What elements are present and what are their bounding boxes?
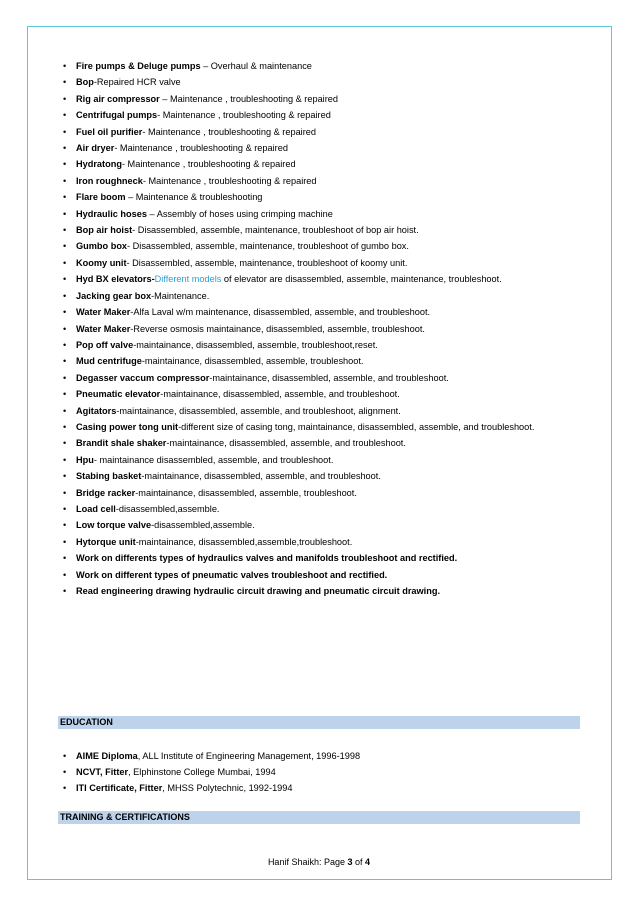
list-item (62, 255, 582, 271)
item-title: Centrifugal pumps (76, 110, 158, 121)
list-item (62, 206, 582, 222)
list-item (62, 567, 582, 583)
list-item (62, 435, 582, 451)
list-item (62, 173, 582, 189)
item-title: Mud centrifuge (76, 356, 142, 367)
item-title: Pneumatic elevator (76, 389, 161, 400)
list-item (62, 748, 582, 764)
list-item (62, 583, 582, 599)
item-title: Bop (76, 77, 94, 88)
item-description: – Assembly of hoses using crimping machine (146, 208, 333, 219)
item-title: Koomy unit (76, 257, 127, 268)
item-description: , ALL Institute of Engineering Management, 1996-1998 (137, 751, 361, 761)
list-item (62, 124, 582, 140)
item-description: - Disassembled, assemble, maintenance, troubleshoot of gumbo box. (127, 241, 409, 252)
item-description: -maintainance, disassembled, assemble, and troubleshoot. (209, 372, 449, 383)
item-title: Hytorque unit (76, 536, 136, 547)
list-item (62, 452, 582, 468)
list-item (62, 550, 582, 566)
item-description: -Maintenance. (151, 290, 210, 301)
item-title: Water Maker (76, 323, 131, 334)
item-description: -maintainance, disassembled, assemble, troubleshoot,reset. (133, 339, 378, 350)
item-description: – Overhaul & maintenance (200, 61, 312, 71)
item-description: -maintainance, disassembled, assemble, and troubleshoot, alignment. (116, 405, 401, 416)
item-title: Hydratong (76, 159, 122, 170)
list-item (62, 764, 582, 780)
item-description: -different size of casing tong, maintainance, disassembled, assemble, and troubleshoot. (178, 421, 535, 432)
item-title: ITI Certificate, Fitter (76, 783, 163, 793)
skills-list (62, 58, 582, 599)
item-description: -maintainance, disassembled, assemble, and troubleshoot. (166, 438, 406, 449)
item-title: NCVT, Fitter (76, 767, 129, 777)
item-title: Gumbo box (76, 241, 128, 252)
item-description: -maintainance, disassembled, assemble, troubleshoot. (141, 356, 364, 367)
item-description: -Repaired HCR valve (93, 77, 181, 88)
item-description: - Maintenance , troubleshooting & repaired (121, 159, 296, 170)
list-item (62, 353, 582, 369)
list-item (62, 468, 582, 484)
item-title: Work on different types of pneumatic valves troubleshoot and rectified. (76, 569, 388, 580)
list-item (62, 91, 582, 107)
page-footer (0, 857, 638, 867)
item-highlight: Different models (154, 274, 222, 285)
item-description: -maintainance, disassembled, assemble, and troubleshoot. (160, 389, 400, 400)
list-item (62, 386, 582, 402)
item-title: Rig air compressor (76, 93, 160, 104)
item-description: -maintainance, disassembled,assemble,troubleshoot. (135, 536, 353, 547)
item-description: - Maintenance , troubleshooting & repaired (157, 110, 331, 121)
item-title: Agitators (76, 405, 117, 416)
item-title: Hyd BX elevators- (76, 274, 155, 285)
list-item (62, 337, 582, 353)
list-item (62, 107, 582, 123)
list-item (62, 370, 582, 386)
list-item (62, 156, 582, 172)
item-description: -disassembled,assemble. (115, 503, 220, 514)
item-title: Read engineering drawing hydraulic circuit drawing and pneumatic circuit drawing. (76, 586, 440, 596)
item-title: Hydraulic hoses (76, 208, 147, 219)
item-description: -Alfa Laval w/m maintenance, disassembled, assemble, and troubleshoot. (130, 307, 431, 318)
item-title: Fuel oil purifier (76, 126, 143, 137)
footer-page-number: 3 (347, 857, 353, 867)
item-description: -maintainance, disassembled, assemble, troubleshoot. (135, 487, 357, 498)
item-description: , MHSS Polytechnic, 1992-1994 (162, 783, 293, 793)
item-description: - Disassembled, assemble, maintenance, troubleshoot of koomy unit. (126, 257, 408, 268)
item-description: - Disassembled, assemble, maintenance, troubleshoot of bop air hoist. (132, 225, 419, 236)
list-item (62, 517, 582, 533)
list-item (62, 58, 582, 74)
item-description: - Maintenance , troubleshooting & repaired (114, 143, 288, 154)
list-item (62, 419, 582, 435)
list-item (62, 288, 582, 304)
item-description: - maintainance disassembled, assemble, and troubleshoot. (93, 454, 334, 465)
item-title: Brandit shale shaker (76, 438, 167, 449)
list-item (62, 534, 582, 550)
item-title: Stabing basket (76, 471, 142, 482)
item-description: - Maintenance , troubleshooting & repaired (142, 175, 317, 186)
item-description: -disassembled,assemble. (151, 520, 255, 531)
list-item (62, 271, 582, 287)
item-title: Air dryer (76, 143, 115, 154)
item-title: Hpu (76, 454, 94, 465)
item-title: Fire pumps & Deluge pumps (76, 61, 201, 71)
item-description: -maintainance, disassembled, assemble, and troubleshoot. (141, 471, 381, 482)
item-title: Low torque valve (76, 520, 152, 531)
list-item (62, 222, 582, 238)
footer-page-total: 4 (365, 857, 371, 867)
training-heading: TRAINING & CERTIFICATIONS (58, 811, 580, 824)
list-item (62, 304, 582, 320)
item-title: AIME Diploma (76, 751, 138, 761)
item-title: Degasser vaccum compressor (76, 372, 210, 383)
list-item (62, 403, 582, 419)
item-title: Casing power tong unit (76, 421, 179, 432)
list-item (62, 501, 582, 517)
item-title: Load cell (76, 503, 116, 514)
list-item (62, 321, 582, 337)
list-item (62, 485, 582, 501)
item-description: of elevator are disassembled, assemble, maintenance, troubleshoot. (221, 274, 502, 285)
item-description: – Maintenance & troubleshooting (125, 192, 263, 203)
education-heading: EDUCATION (58, 716, 580, 729)
item-title: Work on differents types of hydraulics valves and manifolds troubleshoot and rectified. (76, 553, 458, 564)
education-list (62, 748, 582, 796)
item-title: Bridge racker (76, 487, 136, 498)
item-title: Iron roughneck (76, 175, 143, 186)
item-description: - Maintenance , troubleshooting & repaired (142, 126, 317, 137)
list-item (62, 189, 582, 205)
list-item (62, 780, 582, 796)
item-title: Water Maker (76, 307, 131, 318)
item-description: – Maintenance , troubleshooting & repaired (159, 93, 339, 104)
footer-prefix: Hanif Shaikh: Page (267, 857, 348, 867)
list-item (62, 74, 582, 90)
item-title: Bop air hoist (76, 225, 133, 236)
item-title: Flare boom (76, 192, 126, 203)
item-description: -Reverse osmosis maintainance, disassembled, assemble, troubleshoot. (130, 323, 425, 334)
item-title: Jacking gear box (76, 290, 152, 301)
item-title: Pop off valve (76, 339, 134, 350)
list-item (62, 140, 582, 156)
item-description: , Elphinstone College Mumbai, 1994 (128, 767, 276, 777)
list-item (62, 238, 582, 254)
footer-of: of (352, 857, 366, 867)
